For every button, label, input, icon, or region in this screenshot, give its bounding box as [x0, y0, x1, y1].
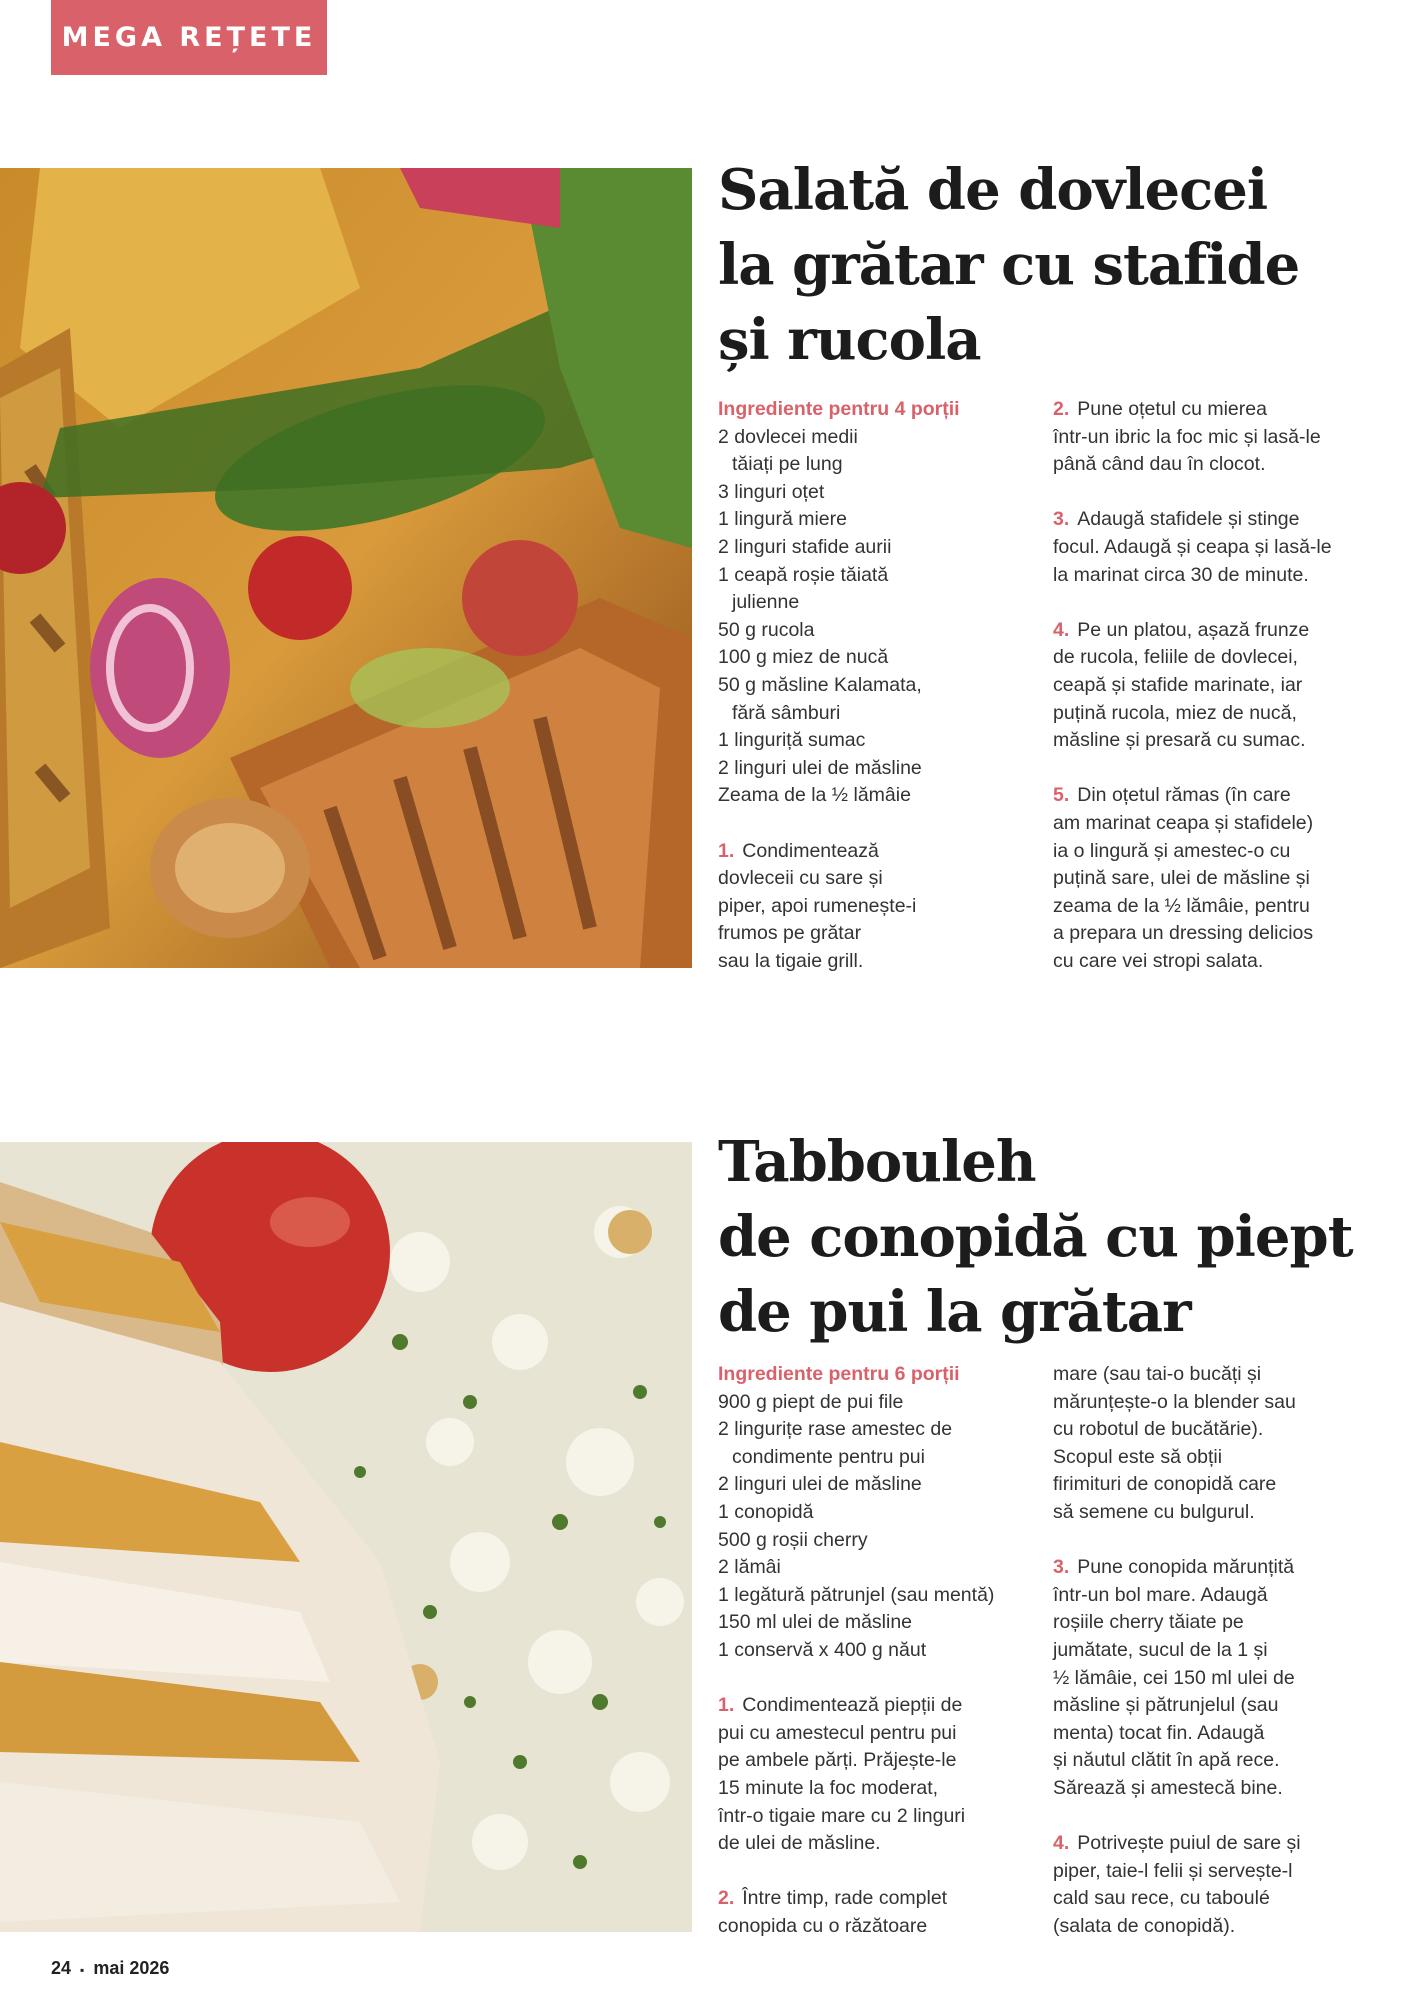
step-number: 3.: [1053, 508, 1070, 531]
ingredient-item: 150 ml ulei de măsline: [718, 1611, 913, 1634]
recipe2-title-line: Tabbouleh: [718, 1129, 1036, 1195]
recipe1-title-line: la grătar cu stafide: [718, 232, 1300, 298]
step-line: într-o tigaie mare cu 2 linguri: [718, 1804, 966, 1827]
step-number: 3.: [1053, 1556, 1070, 1579]
step-line: ½ lămâie, cei 150 ml ulei de: [1053, 1666, 1295, 1689]
step-line: ceapă și stafide marinate, iar: [1053, 673, 1303, 696]
step-number: 5.: [1053, 784, 1070, 807]
step-line: cald sau rece, cu taboulé: [1053, 1887, 1270, 1910]
ingredient-item: 50 g măsline Kalamata,: [718, 673, 922, 696]
step-line: măsline și presară cu sumac.: [1053, 729, 1306, 752]
step-line: jumătate, sucul de la 1 și: [1053, 1638, 1268, 1661]
step-line: Din oțetul rămas (în care: [1077, 784, 1291, 807]
recipe2-step-2-continued: [1053, 1361, 1393, 1527]
step-line: puțină sare, ulei de măsline și: [1053, 867, 1310, 890]
step-line: mare (sau tai-o bucăți și: [1053, 1363, 1262, 1385]
step-line: într-un bol mare. Adaugă: [1053, 1583, 1268, 1606]
ingredient-item: 2 linguri stafide aurii: [718, 535, 892, 558]
step-line: a prepara un dressing delicios: [1053, 922, 1314, 945]
step-line: am marinat ceapa și stafidele): [1053, 811, 1314, 834]
ingredient-item: 900 g piept de pui file: [718, 1390, 904, 1413]
step-line: focul. Adaugă și ceapa și lasă-le: [1053, 535, 1332, 558]
step-line: Între timp, rade complet: [742, 1887, 948, 1910]
ingredient-item: 1 legătură pătrunjel (sau mentă): [718, 1583, 995, 1606]
step-line: și năutul clătit în apă rece.: [1053, 1749, 1280, 1772]
step-line: Condimentează: [742, 839, 879, 862]
salad-photo: [0, 168, 692, 968]
ingredient-item: 1 conopidă: [718, 1500, 814, 1523]
step-line: (salata de conopidă).: [1053, 1914, 1236, 1937]
ingredient-item: 3 linguri oțet: [718, 480, 825, 503]
step-number: 1.: [718, 839, 735, 862]
ingredient-item: 2 lingurițe rase amestec de: [718, 1418, 953, 1441]
ingredient-item: 1 ceapă roșie tăiată: [718, 563, 889, 586]
recipe2-step-4: [1053, 1830, 1393, 1940]
ingredient-item: tăiați pe lung: [732, 453, 843, 476]
recipe2-title-line: de pui la grătar: [718, 1279, 1191, 1345]
step-line: Condimentează piepții de: [742, 1694, 963, 1717]
recipe1-steps-column: [1053, 396, 1393, 975]
step-line: să semene cu bulgurul.: [1053, 1500, 1255, 1523]
recipe1-title-line: și rucola: [718, 307, 981, 373]
step-line: conopida cu o răzătoare: [718, 1914, 928, 1937]
recipe2-title-line: de conopidă cu piept: [718, 1204, 1353, 1270]
ingredient-item: 500 g roșii cherry: [718, 1528, 868, 1551]
step-line: puțină rucola, miez de nucă,: [1053, 701, 1297, 724]
step-line: Adaugă stafidele și stinge: [1077, 508, 1300, 531]
step-line: mărunțește-o la blender sau: [1053, 1390, 1296, 1413]
ingredient-item: condimente pentru pui: [732, 1445, 925, 1468]
ingredient-item: 1 linguriță sumac: [718, 729, 866, 752]
ingredients-heading: Ingrediente pentru 6 porții: [718, 1363, 960, 1385]
step-line: Pune oțetul cu mierea: [1077, 398, 1267, 420]
step-line: 15 minute la foc moderat,: [718, 1776, 939, 1799]
ingredient-item: 1 conservă x 400 g năut: [718, 1638, 927, 1661]
ingredients-heading: Ingrediente pentru 4 porții: [718, 398, 960, 420]
step-line: Pune conopida mărunțită: [1077, 1556, 1295, 1579]
recipe2-step-1: [718, 1692, 1048, 1858]
step-number: 4.: [1053, 1832, 1070, 1855]
step-line: roșiile cherry tăiate pe: [1053, 1611, 1244, 1634]
step-line: zeama de la ½ lămâie, pentru: [1053, 894, 1310, 917]
step-line: Potrivește puiul de sare și: [1077, 1832, 1301, 1855]
ingredient-item: 50 g rucola: [718, 618, 815, 641]
step-number: 4.: [1053, 618, 1070, 641]
recipe1-step-3: [1053, 506, 1393, 589]
step-line: Pe un platou, așază frunze: [1077, 618, 1310, 641]
recipe1-ingredients-column: [718, 396, 1028, 975]
recipe1-title-line: Salată de dovlecei: [718, 157, 1268, 223]
recipe1-step-4: [1053, 617, 1393, 755]
step-line: firimituri de conopidă care: [1053, 1473, 1277, 1496]
step-line: menta) tocat fin. Adaugă: [1053, 1721, 1265, 1744]
recipe1-step-1: [718, 838, 1028, 976]
recipe2-steps-column: [1053, 1361, 1393, 1940]
step-line: pe ambele părți. Prăjește-le: [718, 1749, 957, 1772]
step-line: de rucola, feliile de dovlecei,: [1053, 646, 1298, 669]
recipe1-title: [718, 153, 1378, 378]
recipe1-step-2: [1053, 396, 1393, 479]
step-line: cu robotul de bucătărie).: [1053, 1418, 1264, 1441]
recipe1-step-5: [1053, 782, 1393, 975]
step-line: până când dau în clocot.: [1053, 453, 1266, 476]
step-line: de ulei de măsline.: [718, 1832, 881, 1855]
footer-separator: ▪: [80, 1963, 85, 1977]
step-line: într-un ibric la foc mic și lasă-le: [1053, 425, 1321, 448]
step-line: măsline și pătrunjelul (sau: [1053, 1694, 1279, 1717]
step-line: piper, apoi rumenește-i: [718, 894, 917, 917]
ingredient-item: Zeama de la ½ lămâie: [718, 784, 911, 807]
tabbouleh-photo: [0, 1142, 692, 1932]
step-line: piper, taie-l felii și servește-l: [1053, 1859, 1293, 1882]
section-badge: MEGA REȚETE: [51, 0, 327, 75]
step-number: 1.: [718, 1694, 735, 1717]
recipe2-step-2: [718, 1885, 1048, 1940]
step-line: frumos pe grătar: [718, 922, 862, 945]
ingredient-item: julienne: [732, 591, 800, 614]
page-footer: [51, 1958, 169, 1979]
step-line: dovleceii cu sare și: [718, 867, 883, 890]
step-line: ia o lingură și amestec-o cu: [1053, 839, 1291, 862]
issue-date: mai 2026: [93, 1958, 170, 1978]
step-line: Sărează și amestecă bine.: [1053, 1776, 1283, 1799]
ingredient-item: 1 lingură miere: [718, 508, 847, 531]
ingredient-item: 2 linguri ulei de măsline: [718, 1473, 922, 1496]
step-line: sau la tigaie grill.: [718, 949, 864, 972]
recipe2-title: [718, 1125, 1378, 1350]
recipe2-step-3: [1053, 1554, 1393, 1802]
ingredient-item: fără sâmburi: [732, 701, 841, 724]
ingredient-item: 100 g miez de nucă: [718, 646, 889, 669]
page-number: 24: [51, 1958, 72, 1978]
step-line: cu care vei stropi salata.: [1053, 949, 1264, 972]
recipe2-ingredients-column: [718, 1361, 1048, 1940]
step-line: Scopul este să obții: [1053, 1445, 1223, 1468]
step-number: 2.: [1053, 398, 1070, 420]
step-line: la marinat circa 30 de minute.: [1053, 563, 1309, 586]
step-number: 2.: [718, 1887, 735, 1910]
step-line: pui cu amestecul pentru pui: [718, 1721, 957, 1744]
ingredient-item: 2 linguri ulei de măsline: [718, 756, 922, 779]
ingredient-item: 2 lămâi: [718, 1556, 781, 1579]
ingredient-item: 2 dovlecei medii: [718, 425, 858, 448]
